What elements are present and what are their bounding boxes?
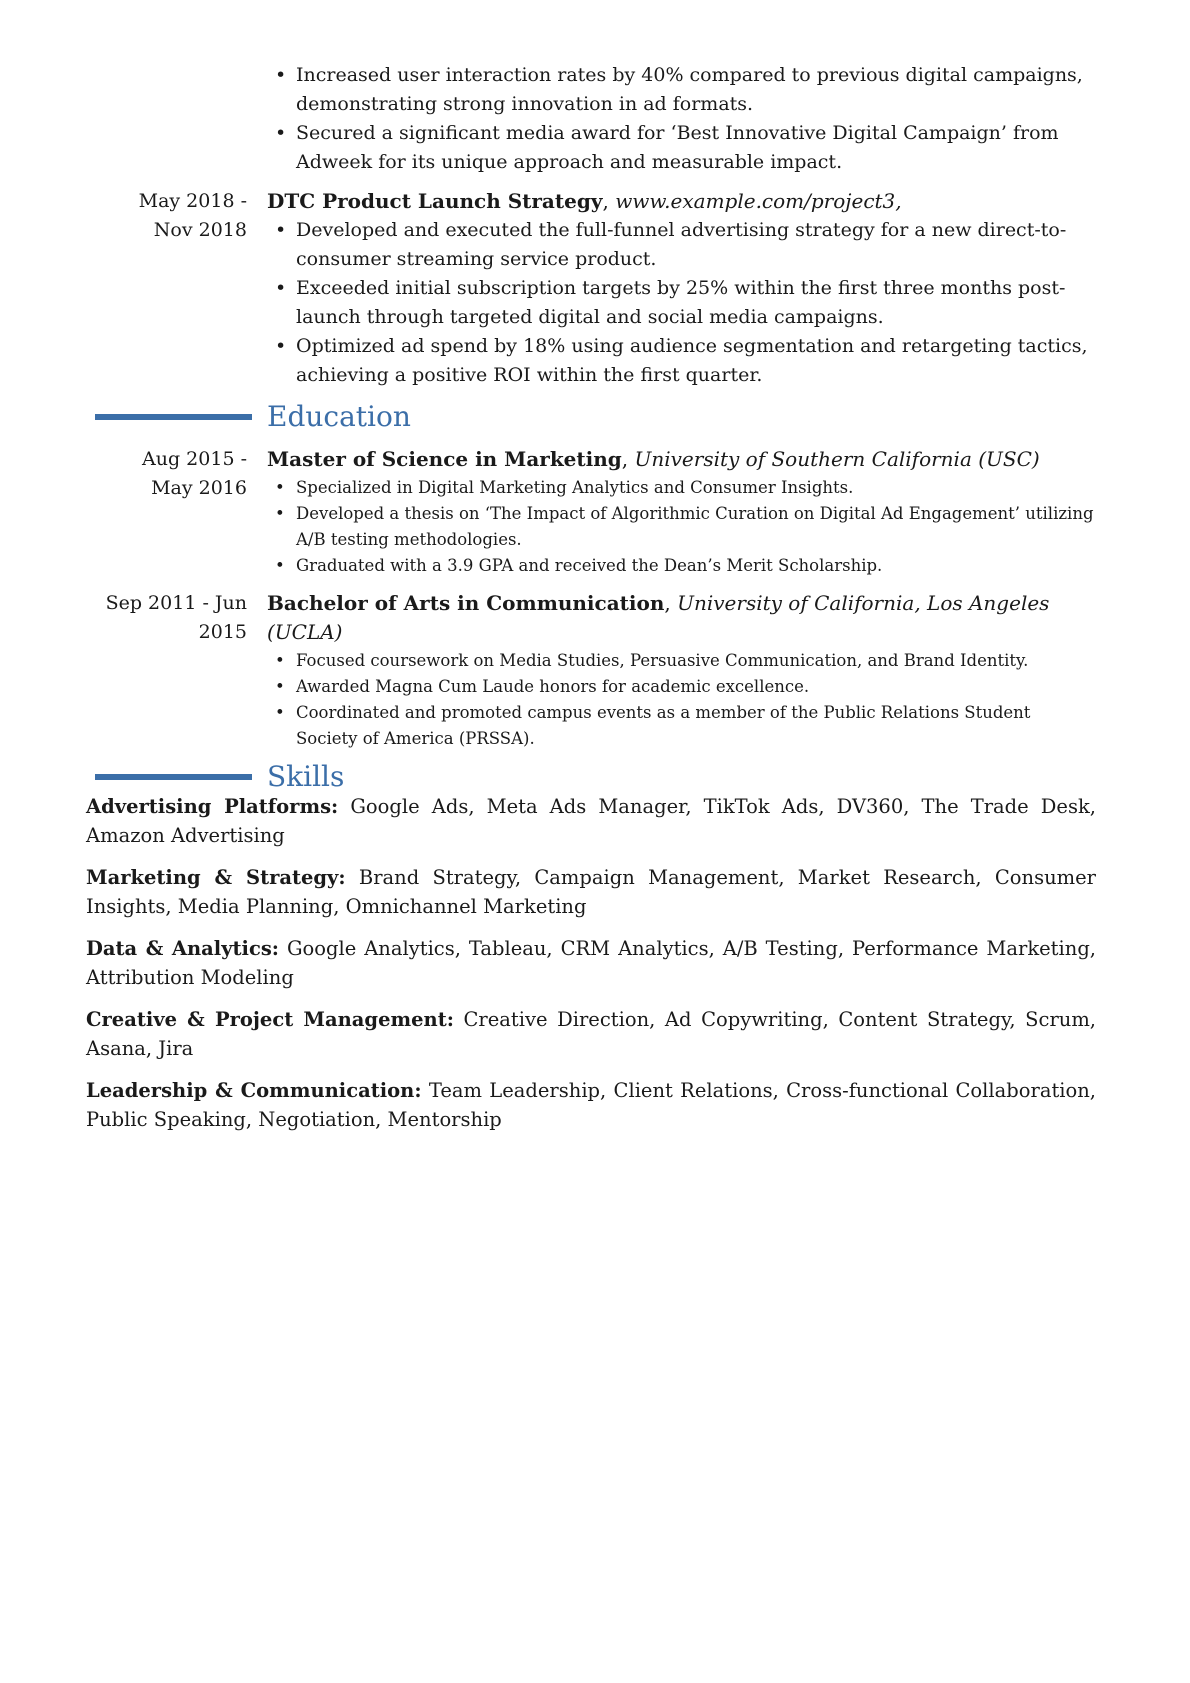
bullet-icon: • xyxy=(275,677,285,696)
bullet-icon: • xyxy=(275,504,285,523)
project-link[interactable]: www.example.com/project3, xyxy=(615,189,902,213)
bullet-icon: • xyxy=(275,122,287,144)
school-name: University of Southern California (USC) xyxy=(634,447,1040,471)
education-bullets xyxy=(267,648,1097,752)
skills-heading: Skills xyxy=(267,760,345,793)
bullet-icon: • xyxy=(275,651,285,670)
education-rule xyxy=(95,414,252,420)
skill-label: Advertising Platforms: xyxy=(86,795,339,818)
list-item: • Awarded Magna Cum Laude honors for academic excellence. xyxy=(267,674,1097,700)
education-heading: Education xyxy=(267,400,411,433)
skill-value: Team Leadership, Client Relations, Cross-functional Collaboration, Public Speaking, Negotiation, Mentorship xyxy=(86,1079,1097,1131)
list-item: • Exceeded initial subscription targets by 25% within the first three months post-launch through targeted digital and social media campaigns. xyxy=(267,274,1097,332)
list-item: • Secured a significant media award for ‘Best Innovative Digital Campaign’ from Adweek for its unique approach and measurable impact. xyxy=(267,119,1097,177)
bullet-icon: • xyxy=(275,478,285,497)
list-item: • Developed and executed the full-funnel advertising strategy for a new direct-to-consumer streaming service product. xyxy=(267,216,1097,274)
school-name: University of California, Los Angeles (UCLA) xyxy=(267,591,1050,644)
project-title: DTC Product Launch Strategy xyxy=(267,189,603,213)
skill-value: Google Ads, Meta Ads Manager, TikTok Ads, DV360, The Trade Desk, Amazon Advertising xyxy=(86,795,1096,847)
skills-rule xyxy=(95,774,252,780)
skill-label: Creative & Project Management: xyxy=(86,1008,454,1031)
skill-row xyxy=(86,934,1096,992)
education-date: Sep 2011 - Jun 2015 xyxy=(105,592,247,643)
skill-value: Creative Direction, Ad Copywriting, Content Strategy, Scrum, Asana, Jira xyxy=(86,1008,1097,1060)
list-item: • Graduated with a 3.9 GPA and received the Dean’s Merit Scholarship. xyxy=(267,553,1097,579)
skill-label: Marketing & Strategy: xyxy=(86,866,346,889)
bullet-icon: • xyxy=(275,219,287,241)
bullet-icon: • xyxy=(275,335,287,357)
list-item: • Optimized ad spend by 18% using audience segmentation and retargeting tactics, achieving a positive ROI within the first quarter. xyxy=(267,332,1097,390)
previous-project-bullets xyxy=(267,61,1097,177)
degree-title: Master of Science in Marketing xyxy=(267,447,622,471)
bullet-icon: • xyxy=(275,64,287,86)
skill-label: Data & Analytics: xyxy=(86,937,279,960)
skill-value: Google Analytics, Tableau, CRM Analytics, A/B Testing, Performance Marketing, Attribution Modeling xyxy=(86,937,1096,989)
bullet-icon: • xyxy=(275,277,287,299)
degree-title: Bachelor of Arts in Communication xyxy=(267,591,665,615)
project-title-line: DTC Product Launch Strategy, www.example.com/project3, xyxy=(267,189,902,213)
list-item: • Developed a thesis on ‘The Impact of Algorithmic Curation on Digital Ad Engagement’ utilizing A/B testing methodologies. xyxy=(267,501,1097,553)
skill-value: Brand Strategy, Campaign Management, Market Research, Consumer Insights, Media Planning, Omnichannel Marketing xyxy=(86,866,1097,918)
skill-row xyxy=(86,792,1096,850)
project-date: May 2018 - Nov 2018 xyxy=(138,190,247,241)
project-bullets xyxy=(267,216,1097,390)
list-item: • Coordinated and promoted campus events as a member of the Public Relations Student Society of America (PRSSA). xyxy=(267,700,1097,752)
list-item: • Focused coursework on Media Studies, Persuasive Communication, and Brand Identity. xyxy=(267,648,1097,674)
education-title-line: Master of Science in Marketing, University of Southern California (USC) xyxy=(267,447,1040,471)
education-date: Aug 2015 - May 2016 xyxy=(142,448,247,499)
skill-label: Leadership & Communication: xyxy=(86,1079,422,1102)
bullet-icon: • xyxy=(275,556,285,575)
list-item: • Increased user interaction rates by 40% compared to previous digital campaigns, demonstrating strong innovation in ad formats. xyxy=(267,61,1097,119)
education-title-line: Bachelor of Arts in Communication, University of California, Los Angeles (UCLA) xyxy=(267,591,1050,644)
education-bullets xyxy=(267,475,1097,579)
list-item: • Specialized in Digital Marketing Analytics and Consumer Insights. xyxy=(267,475,1097,501)
skill-row xyxy=(86,863,1096,921)
bullet-icon: • xyxy=(275,703,285,722)
skill-row xyxy=(86,1076,1096,1134)
skill-row xyxy=(86,1005,1096,1063)
